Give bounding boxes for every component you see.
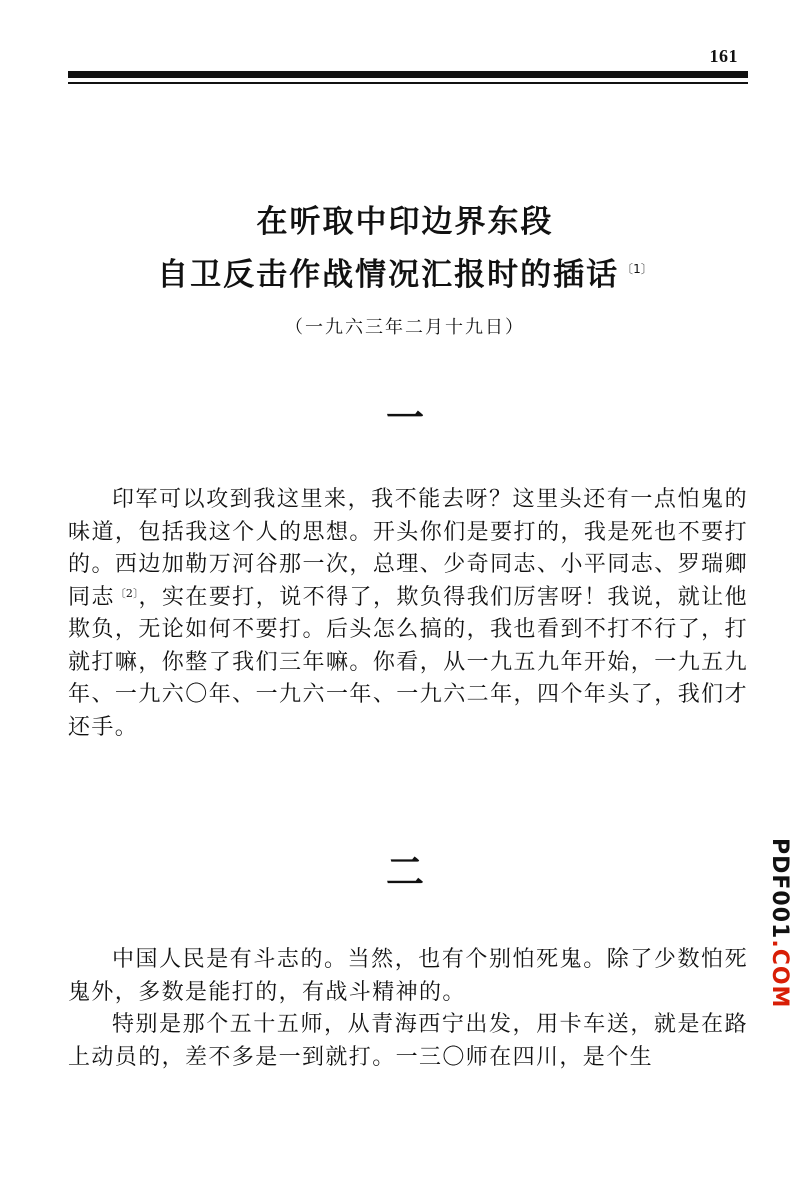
section-heading-2: 二: [385, 850, 424, 894]
section-heading-1: 一: [385, 396, 424, 440]
title-line-2-wrapper: [60, 249, 750, 302]
section-2-paragraph-1: 中国人民是有斗志的。当然，也有个别怕死鬼。除了少数怕死鬼外，多数是能打的，有战斗精神的。: [68, 947, 748, 1005]
section-1-paragraph-part-2: ，实在要打，说不得了，欺负得我们厉害呀！我说，就让他欺负，无论如何不要打。后头怎么搞的，我也看到不打不行了，打就打嘛，你整了我们三年嘛。你看，从一九五九年开始，一九五九年、一九六〇年、一九六一年、一九六二年，四个年头了，我们才还手。: [68, 584, 749, 740]
page-number: 161: [709, 46, 738, 66]
title-line-1: 在听取中印边界东段: [256, 204, 554, 240]
watermark-part-1: PDF001: [767, 838, 792, 940]
article-title: [60, 196, 750, 302]
title-line-2: 自卫反击作战情况汇报时的插话: [157, 257, 620, 293]
section-1-paragraph-part-1: 印军可以攻到我这里来，我不能去呀？这里头还有一点怕鬼的味道，包括我这个人的思想。开头你们是要打的，我是死也不要打的。西边加勒万河谷那一次，总理、少奇同志、小平同志、罗瑞卿同志: [68, 487, 748, 610]
header-rule-thick: [68, 71, 748, 78]
section-1-body: [68, 484, 748, 744]
watermark: [764, 838, 794, 1008]
section-1-footnote-mark: 〔2〕: [114, 586, 139, 600]
watermark-part-2: .COM: [767, 939, 792, 1009]
header-rule-thin: [68, 82, 748, 84]
section-2-paragraph-2: 特别是那个五十五师，从青海西宁出发，用卡车送，就是在路上动员的，差不多是一到就打。一三〇师在四川，是个生: [68, 1012, 748, 1070]
title-footnote-mark: 〔1〕: [621, 262, 653, 276]
section-1-paragraph: [68, 484, 748, 744]
date-line: （一九六三年二月十九日）: [285, 317, 525, 338]
section-2-body: [68, 944, 748, 1074]
